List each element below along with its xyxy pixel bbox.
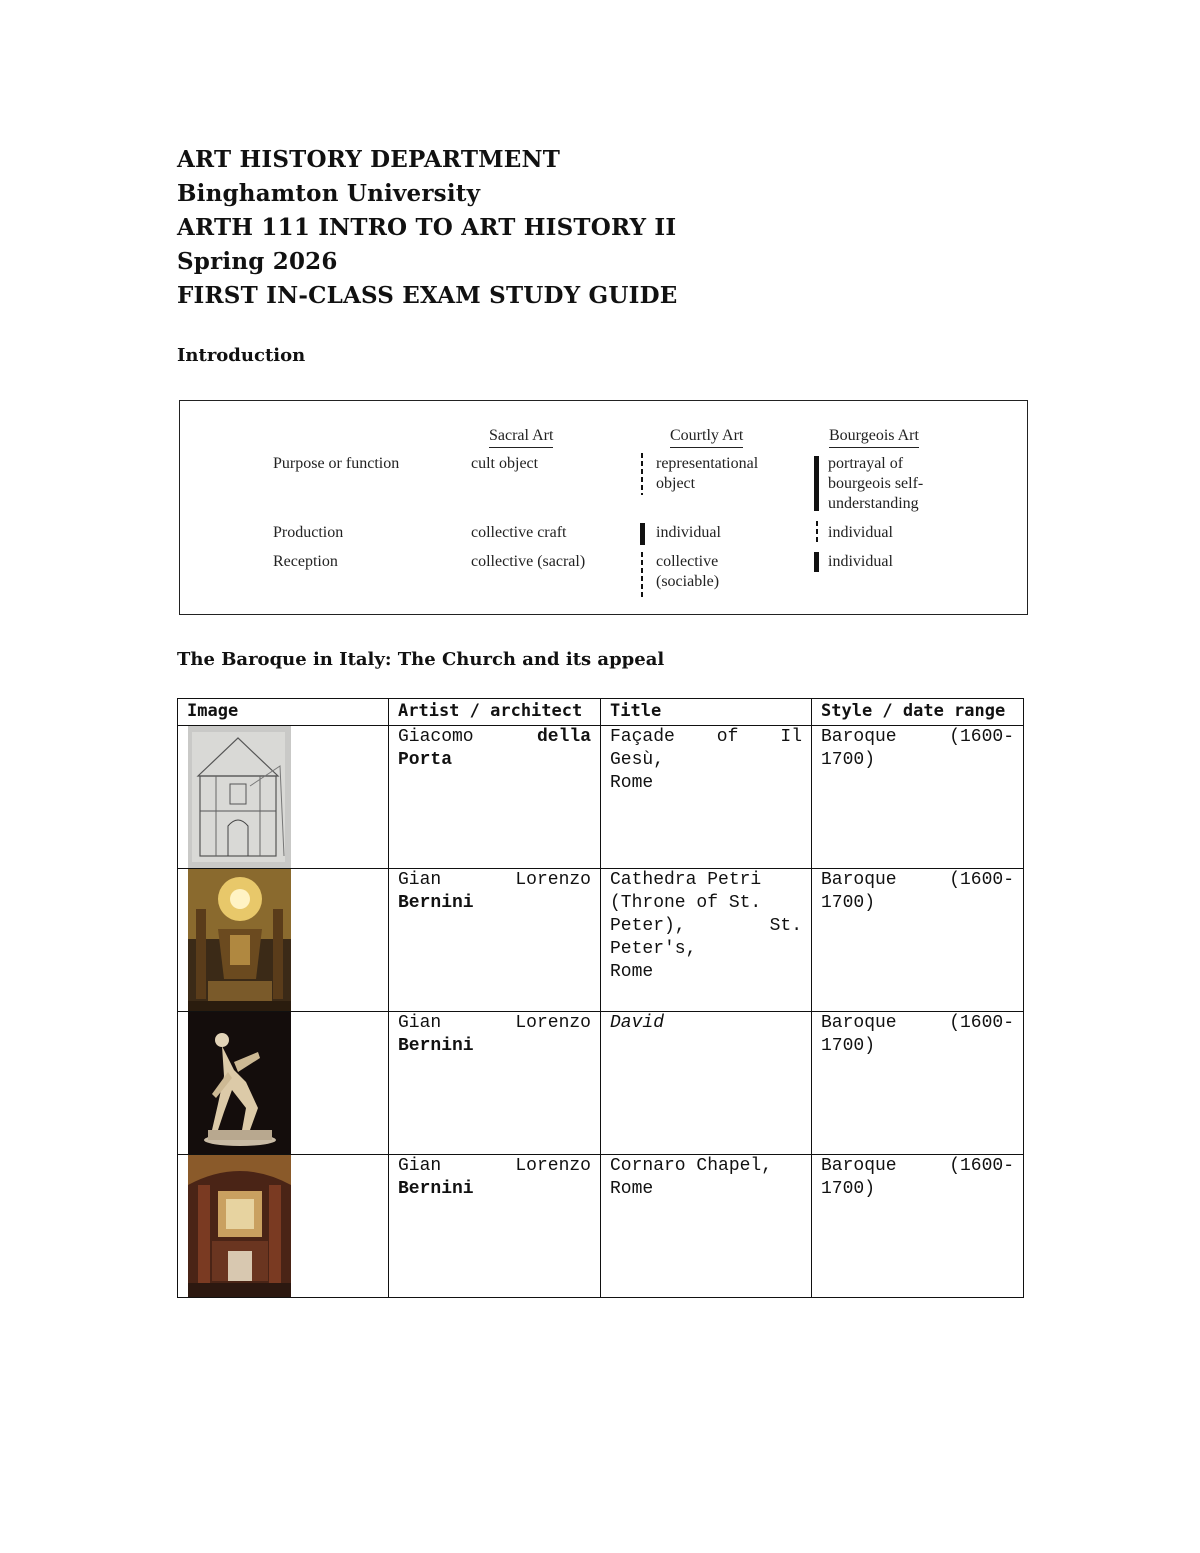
- artist-cell: [389, 1155, 601, 1298]
- style-cell: [812, 726, 1024, 869]
- image-cell: [178, 1012, 389, 1155]
- courtly-reception-1: collective: [656, 553, 719, 570]
- document-header: [177, 143, 677, 313]
- divider-dashed: [641, 552, 643, 597]
- style-date-start: (1600-: [949, 870, 1014, 890]
- table-row: [178, 869, 1024, 1012]
- artist-first-name: Gian: [398, 1156, 442, 1176]
- title-line: Cathedra Petri: [610, 870, 762, 890]
- artist-last-name: Porta: [398, 750, 453, 770]
- title-line: (Throne of St.: [610, 893, 762, 913]
- baroque-works-table: [177, 698, 1024, 1298]
- artist-mid-name: Lorenzo: [515, 1156, 591, 1176]
- document-title: FIRST IN-CLASS EXAM STUDY GUIDE: [177, 282, 678, 309]
- col-header-style: Style / date range: [812, 699, 1024, 726]
- course-name: ARTH 111 INTRO TO ART HISTORY II: [177, 214, 677, 241]
- artist-mid-name: Lorenzo: [515, 870, 591, 890]
- title-cell: [601, 1012, 812, 1155]
- bourgeois-purpose-2: bourgeois self-: [828, 475, 924, 492]
- style-cell: [812, 869, 1024, 1012]
- table-row: [178, 1155, 1024, 1298]
- title-line: David: [610, 1013, 665, 1033]
- title-line: Peter), St. Peter's,: [610, 916, 802, 959]
- style-cell: [812, 1155, 1024, 1298]
- intro-comparison-diagram: [179, 400, 1028, 615]
- table-row: [178, 726, 1024, 869]
- title-cell: [601, 1155, 812, 1298]
- artist-last-name: Bernini: [398, 1036, 474, 1056]
- artist-last-name: Bernini: [398, 893, 474, 913]
- col-head-sacral: Sacral Art: [489, 426, 553, 448]
- table-row: [178, 1012, 1024, 1155]
- bourgeois-purpose-1: portrayal of: [828, 455, 904, 472]
- row-label-production: Production: [273, 524, 344, 541]
- image-cell: [178, 726, 389, 869]
- gesu-facade-image: [188, 726, 291, 868]
- bourgeois-reception: individual: [828, 553, 893, 570]
- row-label-purpose: Purpose or function: [273, 455, 400, 472]
- cornaro-chapel-image: [188, 1155, 291, 1297]
- style-date-start: (1600-: [949, 727, 1014, 747]
- style-date-start: (1600-: [949, 1013, 1014, 1033]
- style-date-end: 1700): [821, 750, 876, 770]
- style-name: Baroque: [821, 727, 897, 747]
- style-name: Baroque: [821, 1156, 897, 1176]
- title-line: Rome: [610, 1179, 654, 1199]
- courtly-purpose-1: representational: [656, 455, 759, 472]
- title-cell: [601, 869, 812, 1012]
- divider-solid: [814, 456, 819, 511]
- title-line: Façade of Il Gesù,: [610, 727, 802, 770]
- intro-heading: Introduction: [177, 345, 306, 366]
- title-line: Cornaro Chapel,: [610, 1156, 773, 1176]
- style-name: Baroque: [821, 870, 897, 890]
- artist-cell: [389, 869, 601, 1012]
- university-name: Binghamton University: [177, 180, 481, 207]
- title-cell: [601, 726, 812, 869]
- style-date-end: 1700): [821, 1036, 876, 1056]
- divider-dashed: [641, 453, 643, 495]
- col-head-bourgeois: Bourgeois Art: [829, 426, 919, 448]
- style-name: Baroque: [821, 1013, 897, 1033]
- artist-mid-name: della: [536, 727, 591, 747]
- divider-solid: [814, 552, 819, 572]
- style-date-start: (1600-: [949, 1156, 1014, 1176]
- artist-first-name: Gian: [398, 1013, 442, 1033]
- courtly-reception-2: (sociable): [656, 573, 720, 590]
- courtly-purpose-2: object: [656, 475, 696, 492]
- title-line: Rome: [610, 962, 654, 982]
- row-label-reception: Reception: [273, 553, 338, 570]
- david-sculpture-image: [188, 1012, 291, 1154]
- cathedra-petri-image: [188, 869, 291, 1011]
- courtly-production: individual: [656, 524, 721, 541]
- artist-first-name: Giacomo: [398, 727, 474, 747]
- artist-first-name: Gian: [398, 870, 442, 890]
- col-head-courtly: Courtly Art: [670, 426, 743, 448]
- sacral-reception: collective (sacral): [471, 553, 586, 570]
- table-header-row: [178, 699, 1024, 726]
- baroque-heading: The Baroque in Italy: The Church and its appeal: [177, 649, 665, 670]
- artist-mid-name: Lorenzo: [515, 1013, 591, 1033]
- term: Spring 2026: [177, 248, 338, 275]
- col-header-image: Image: [178, 699, 389, 726]
- artist-cell: [389, 726, 601, 869]
- col-header-artist: Artist / architect: [389, 699, 601, 726]
- artist-last-name: Bernini: [398, 1179, 474, 1199]
- artist-cell: [389, 1012, 601, 1155]
- image-cell: [178, 869, 389, 1012]
- divider-solid: [640, 523, 645, 545]
- style-cell: [812, 1012, 1024, 1155]
- col-header-title: Title: [601, 699, 812, 726]
- title-line: Rome: [610, 773, 654, 793]
- sacral-production: collective craft: [471, 524, 567, 541]
- style-date-end: 1700): [821, 1179, 876, 1199]
- bourgeois-production: individual: [828, 524, 893, 541]
- bourgeois-purpose-3: understanding: [828, 495, 919, 512]
- department-name: ART HISTORY DEPARTMENT: [177, 146, 561, 173]
- style-date-end: 1700): [821, 893, 876, 913]
- sacral-purpose: cult object: [471, 455, 539, 472]
- image-cell: [178, 1155, 389, 1298]
- divider-dashed: [816, 521, 818, 545]
